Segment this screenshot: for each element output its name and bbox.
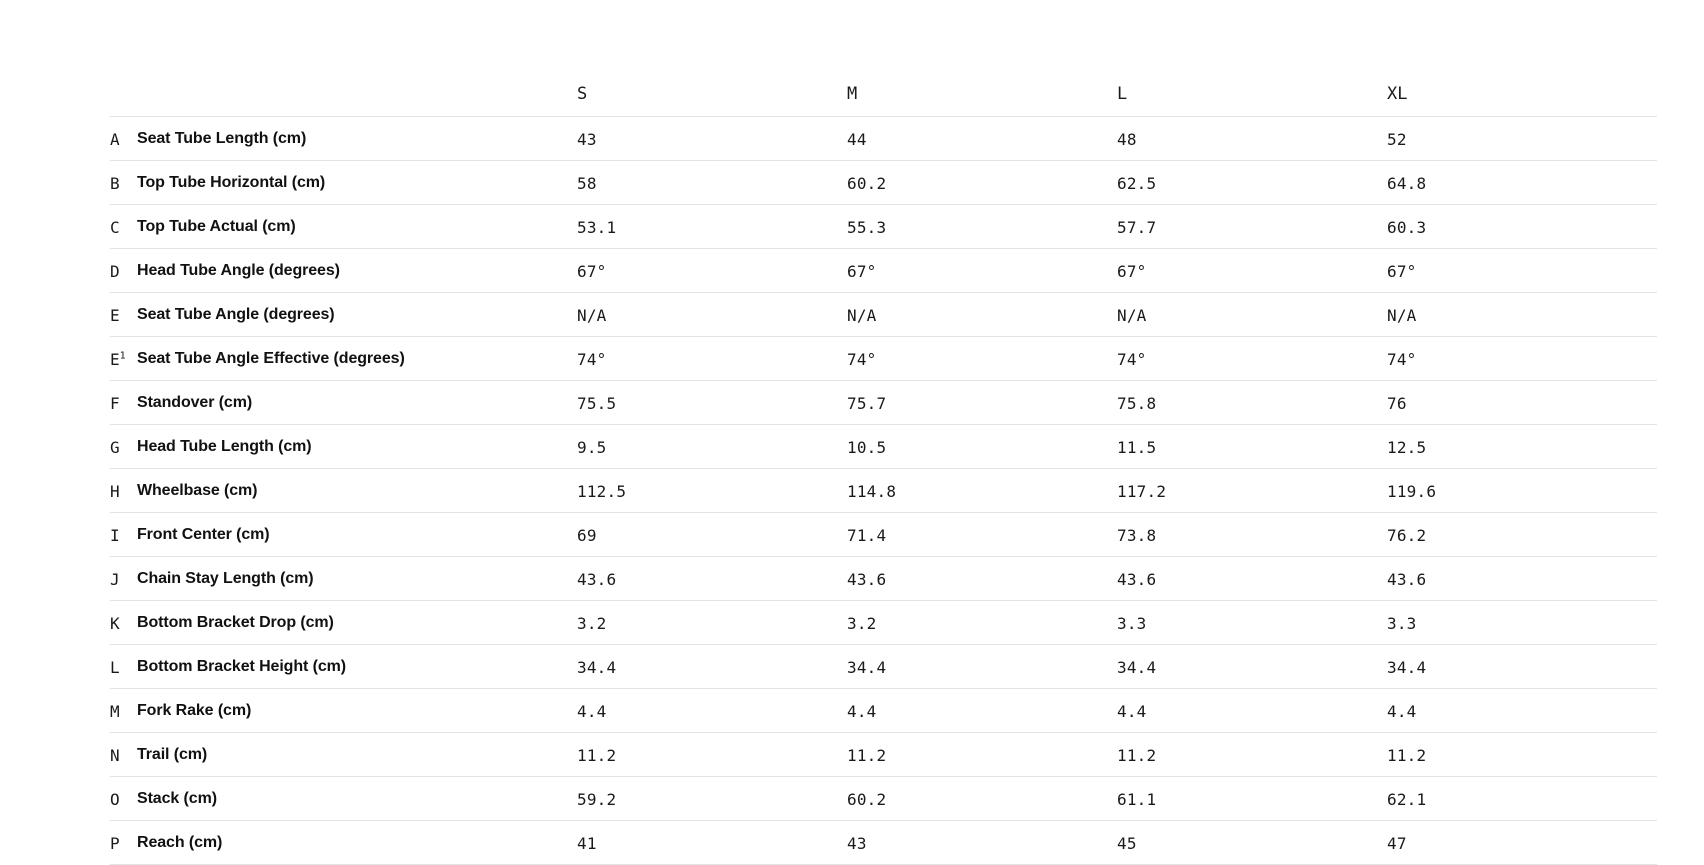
row-label: Front Center (cm) [137,513,577,557]
row-value-xl: 52 [1387,117,1657,161]
row-value-s: 59.2 [577,777,847,821]
row-value-m: 3.2 [847,601,1117,645]
row-key: $E^1$ [110,337,137,381]
row-value-s: 3.2 [577,601,847,645]
row-key: I [110,513,137,557]
row-value-l: 3.3 [1117,601,1387,645]
row-value-l: 34.4 [1117,645,1387,689]
row-value-s: 112.5 [577,469,847,513]
row-label: Bottom Bracket Height (cm) [137,645,577,689]
row-label: Wheelbase (cm) [137,469,577,513]
row-value-m: 67° [847,249,1117,293]
row-value-xl: 34.4 [1387,645,1657,689]
column-header-size-xl: XL [1387,84,1408,104]
row-value-m: 75.7 [847,381,1117,425]
row-value-l: 61.1 [1117,777,1387,821]
row-label: Top Tube Horizontal (cm) [137,161,577,205]
row-value-s: 4.4 [577,689,847,733]
bike-geometry-table [110,84,1657,865]
row-label: Reach (cm) [137,821,577,865]
column-header-size-s: S [577,84,588,104]
row-label: Fork Rake (cm) [137,689,577,733]
row-value-s: 11.2 [577,733,847,777]
row-value-s: 41 [577,821,847,865]
table-row [110,249,1657,293]
row-value-xl: 76 [1387,381,1657,425]
table-row [110,293,1657,337]
row-label: Standover (cm) [137,381,577,425]
row-value-l: 74° [1117,337,1387,381]
row-value-l: 62.5 [1117,161,1387,205]
row-value-s: 67° [577,249,847,293]
table-row [110,601,1657,645]
row-value-l: 75.8 [1117,381,1387,425]
row-value-xl: 64.8 [1387,161,1657,205]
row-key: G [110,425,137,469]
table-row [110,821,1657,865]
row-value-m: 55.3 [847,205,1117,249]
row-value-m: 34.4 [847,645,1117,689]
table-row [110,337,1657,381]
row-value-l: 117.2 [1117,469,1387,513]
row-key: N [110,733,137,777]
table-row [110,425,1657,469]
row-value-l: 73.8 [1117,513,1387,557]
row-value-l: 57.7 [1117,205,1387,249]
row-key: C [110,205,137,249]
row-value-xl: 67° [1387,249,1657,293]
row-value-m: 60.2 [847,161,1117,205]
row-key: E [110,293,137,337]
row-key: O [110,777,137,821]
row-value-l: 43.6 [1117,557,1387,601]
table-row [110,645,1657,689]
row-value-l: 4.4 [1117,689,1387,733]
row-value-s: 58 [577,161,847,205]
row-value-xl: 60.3 [1387,205,1657,249]
row-value-m: 4.4 [847,689,1117,733]
table-row [110,469,1657,513]
row-label: Bottom Bracket Drop (cm) [137,601,577,645]
row-key: L [110,645,137,689]
table-row [110,117,1657,161]
row-label: Seat Tube Angle Effective (degrees) [137,337,577,381]
row-value-xl: 4.4 [1387,689,1657,733]
row-key: B [110,161,137,205]
column-header-key [110,84,137,117]
row-value-s: 74° [577,337,847,381]
row-key: P [110,821,137,865]
row-value-s: 53.1 [577,205,847,249]
row-value-m: 114.8 [847,469,1117,513]
row-value-xl: 43.6 [1387,557,1657,601]
table-row [110,205,1657,249]
table-row [110,733,1657,777]
row-key: H [110,469,137,513]
row-label: Trail (cm) [137,733,577,777]
row-value-s: 9.5 [577,425,847,469]
row-key: D [110,249,137,293]
row-value-s: 34.4 [577,645,847,689]
row-label: Head Tube Length (cm) [137,425,577,469]
row-key: A [110,117,137,161]
row-key: F [110,381,137,425]
row-value-xl: 11.2 [1387,733,1657,777]
row-value-xl: 12.5 [1387,425,1657,469]
row-value-m: 71.4 [847,513,1117,557]
row-value-m: 43 [847,821,1117,865]
row-value-l: N/A [1117,293,1387,337]
row-value-m: 43.6 [847,557,1117,601]
row-value-xl: 62.1 [1387,777,1657,821]
table-header [110,84,1657,117]
row-label: Head Tube Angle (degrees) [137,249,577,293]
row-value-s: 43.6 [577,557,847,601]
row-value-xl: 119.6 [1387,469,1657,513]
table-header-row [110,84,1657,117]
row-value-l: 11.2 [1117,733,1387,777]
row-key: J [110,557,137,601]
row-value-l: 67° [1117,249,1387,293]
table-body [110,117,1657,865]
column-header-size-m: M [847,84,858,104]
row-value-xl: 74° [1387,337,1657,381]
row-value-xl: 47 [1387,821,1657,865]
row-value-l: 45 [1117,821,1387,865]
row-value-m: 10.5 [847,425,1117,469]
row-value-m: 44 [847,117,1117,161]
row-key: K [110,601,137,645]
table-row [110,557,1657,601]
column-header-metric [137,84,577,117]
row-value-s: 43 [577,117,847,161]
column-header-size-l: L [1117,84,1128,104]
row-value-s: 69 [577,513,847,557]
row-label: Top Tube Actual (cm) [137,205,577,249]
row-value-xl: 76.2 [1387,513,1657,557]
row-value-xl: N/A [1387,293,1657,337]
table-row [110,689,1657,733]
row-value-m: 74° [847,337,1117,381]
row-value-l: 48 [1117,117,1387,161]
row-value-l: 11.5 [1117,425,1387,469]
table-row [110,513,1657,557]
row-value-m: 60.2 [847,777,1117,821]
row-key: M [110,689,137,733]
row-label: Stack (cm) [137,777,577,821]
row-label: Chain Stay Length (cm) [137,557,577,601]
row-value-s: N/A [577,293,847,337]
row-value-m: 11.2 [847,733,1117,777]
row-value-s: 75.5 [577,381,847,425]
table-row [110,381,1657,425]
table-row [110,161,1657,205]
row-label: Seat Tube Length (cm) [137,117,577,161]
row-value-xl: 3.3 [1387,601,1657,645]
row-label: Seat Tube Angle (degrees) [137,293,577,337]
row-key-footnote-marker: 1 [119,350,126,362]
row-value-m: N/A [847,293,1117,337]
table-row [110,777,1657,821]
